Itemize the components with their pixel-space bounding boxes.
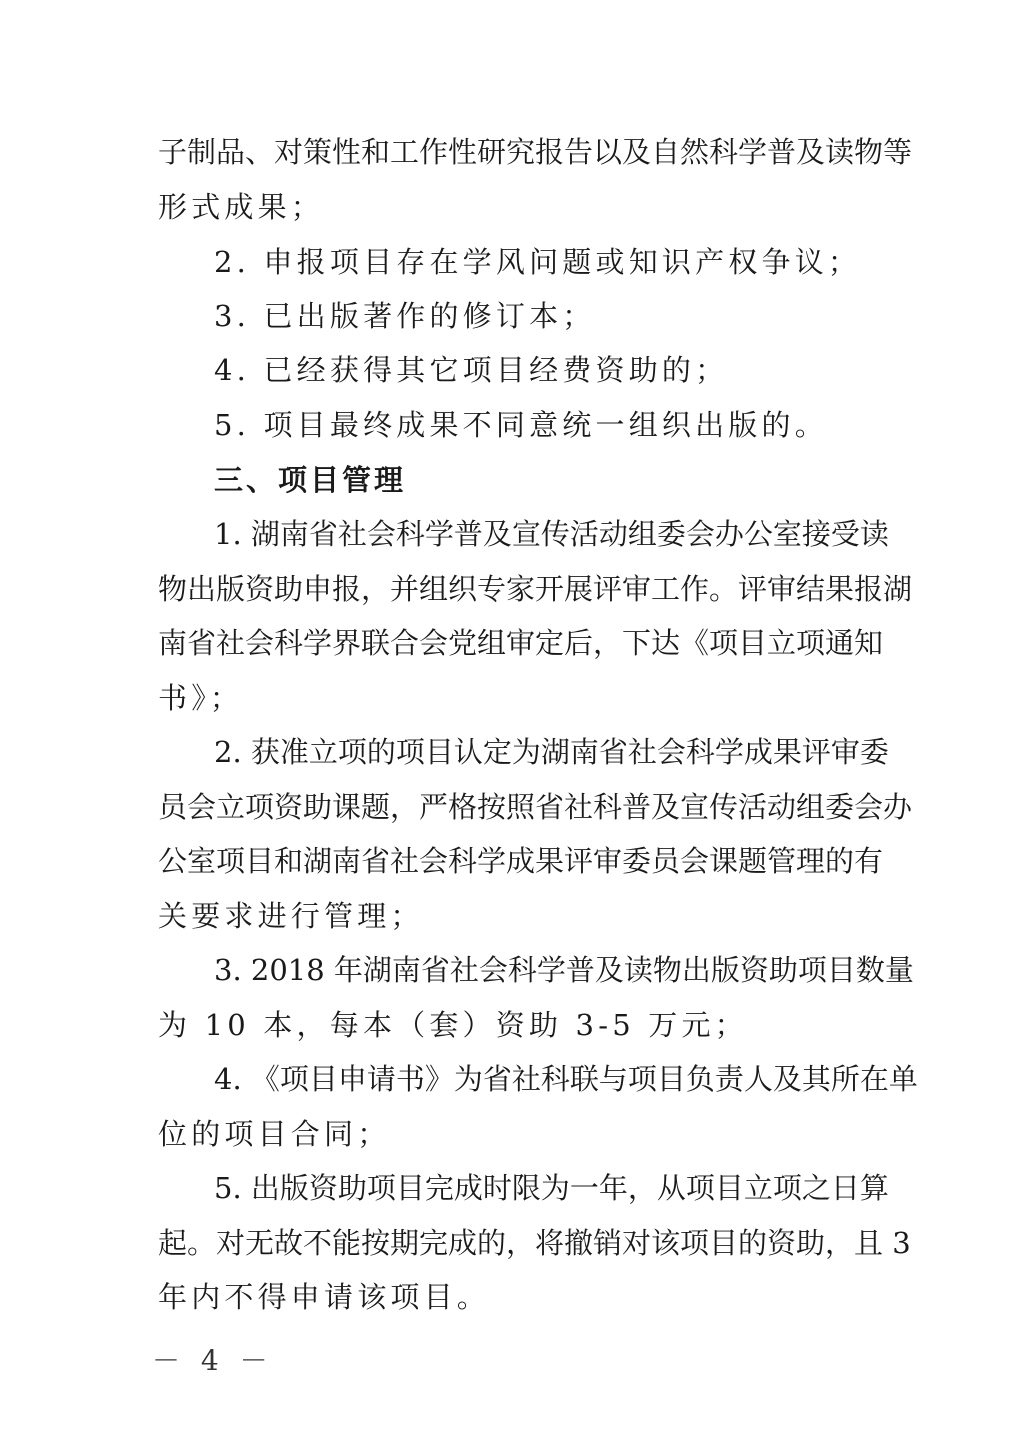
body-line: 4. 《项目申请书》为省社科联与项目负责人及其所在单 [214,1062,918,1096]
body-line: 3. 2018 年湖南省社会科学普及读物出版资助项目数量 [214,953,914,987]
list-item: 2. 申报项目存在学风问题或知识产权争议； [214,245,862,279]
body-line: 员会立项资助课题，严格按照省社科普及宣传活动组委会办 [158,790,913,824]
body-line: 关要求进行管理； [158,899,424,933]
body-line: 公室项目和湖南省社会科学成果评审委员会课题管理的有 [158,844,884,878]
section-heading: 三、项目管理 [214,463,407,497]
body-line: 年内不得申请该项目。 [158,1280,491,1314]
body-line: 起。对无故不能按期完成的，将撤销对该项目的资助，且 3 [158,1226,911,1260]
body-line: 形式成果； [158,190,325,224]
body-line: 位的项目合同； [158,1117,391,1151]
list-item: 4. 已经获得其它项目经费资助的； [214,353,729,387]
body-line: 为 10 本，每本（套）资助 3-5 万元； [158,1008,748,1042]
list-item: 5. 项目最终成果不同意统一组织出版的。 [214,408,828,442]
body-line: 5. 出版资助项目完成时限为一年，从项目立项之日算 [214,1171,889,1205]
body-line: 物出版资助申报，并组织专家开展评审工作。评审结果报湖 [158,572,913,606]
body-line: 书》； [158,681,244,715]
list-item: 3. 已出版著作的修订本； [214,299,596,333]
page-number: － 4 － [152,1344,274,1377]
body-line: 南省社会科学界联合会党组审定后，下达《项目立项通知 [158,626,884,660]
body-line: 1. 湖南省社会科学普及宣传活动组委会办公室接受读 [214,517,889,551]
body-line: 2. 获准立项的项目认定为湖南省社会科学成果评审委 [214,735,889,769]
body-line: 子制品、对策性和工作性研究报告以及自然科学普及读物等 [158,135,913,169]
